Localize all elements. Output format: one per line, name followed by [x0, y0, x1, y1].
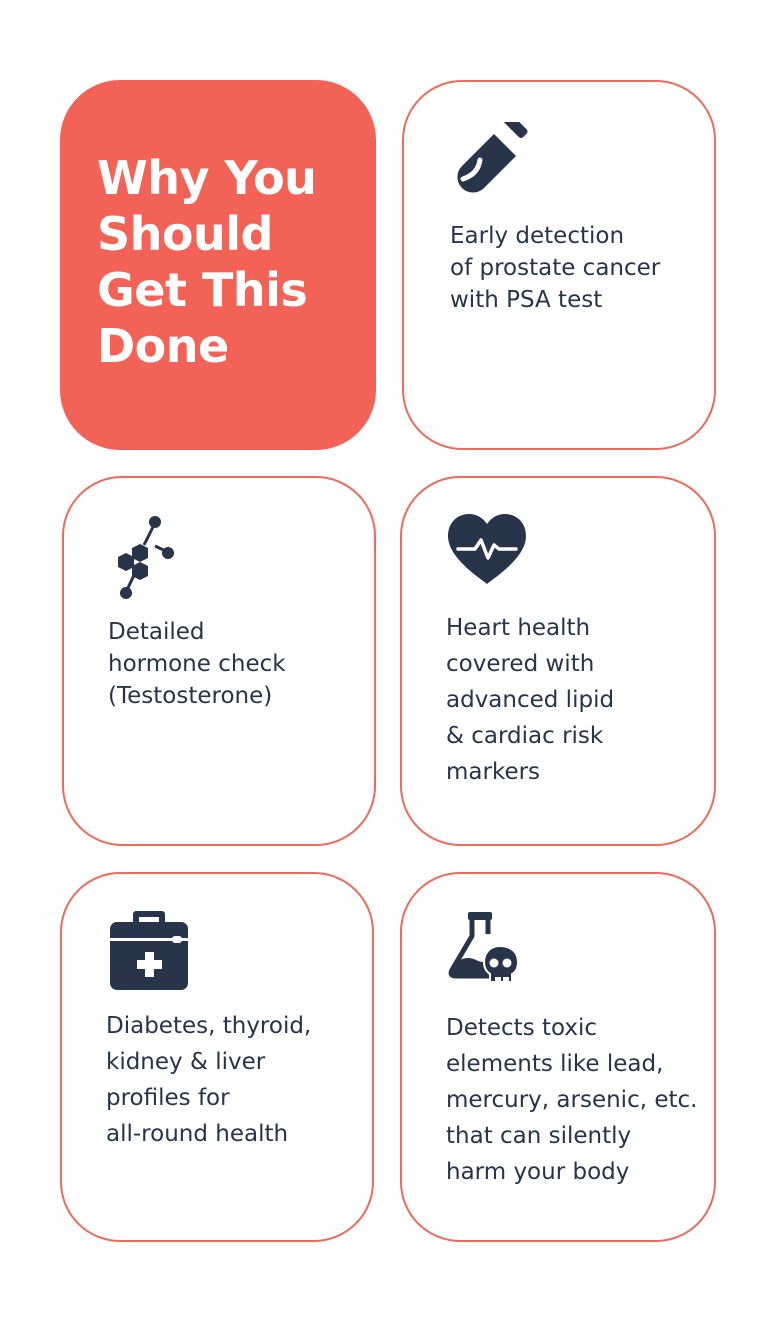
text-line: hormone check	[108, 651, 286, 677]
text-line: advanced lipid	[446, 687, 615, 713]
text-line: kidney & liver	[106, 1049, 266, 1075]
text-line: all-round health	[106, 1121, 289, 1147]
molecule-icon	[108, 516, 180, 602]
first-aid-kit-icon	[108, 908, 190, 992]
text-line: Diabetes, thyroid,	[106, 1013, 312, 1039]
text-line: elements like lead,	[446, 1051, 664, 1077]
toxic-flask-icon	[446, 910, 526, 986]
hero-title-line: Why You	[97, 151, 317, 205]
text-line: that can silently	[446, 1123, 632, 1149]
text-line: Heart health	[446, 615, 591, 641]
text-line: markers	[446, 759, 541, 785]
text-line: covered with	[446, 651, 595, 677]
text-line: Early detection	[450, 223, 625, 249]
text-line: & cardiac risk	[446, 723, 604, 749]
heart-pulse-icon	[446, 512, 528, 586]
benefit-text	[108, 616, 286, 712]
test-tube-icon	[444, 122, 530, 208]
text-line: profiles for	[106, 1085, 230, 1111]
hero-title-line: Should	[97, 207, 273, 261]
benefit-text	[446, 1010, 697, 1190]
benefit-text	[106, 1008, 311, 1152]
benefit-card-heart	[400, 476, 716, 846]
benefit-card-profiles	[60, 872, 374, 1242]
benefit-text	[450, 220, 660, 316]
benefit-card-toxic	[400, 872, 716, 1242]
benefit-card-hormone	[62, 476, 376, 846]
text-line: Detects toxic	[446, 1015, 598, 1041]
text-line: with PSA test	[450, 287, 603, 313]
text-line: harm your body	[446, 1159, 630, 1185]
hero-title-line: Done	[97, 319, 229, 373]
text-line: mercury, arsenic, etc.	[446, 1087, 698, 1113]
benefit-card-psa	[402, 80, 716, 450]
hero-card	[60, 80, 376, 450]
text-line: of prostate cancer	[450, 255, 661, 281]
text-line: Detailed	[108, 619, 205, 645]
text-line: (Testosterone)	[108, 683, 273, 709]
hero-title	[97, 150, 357, 374]
hero-title-line: Get This	[97, 263, 308, 317]
benefit-text	[446, 610, 614, 790]
